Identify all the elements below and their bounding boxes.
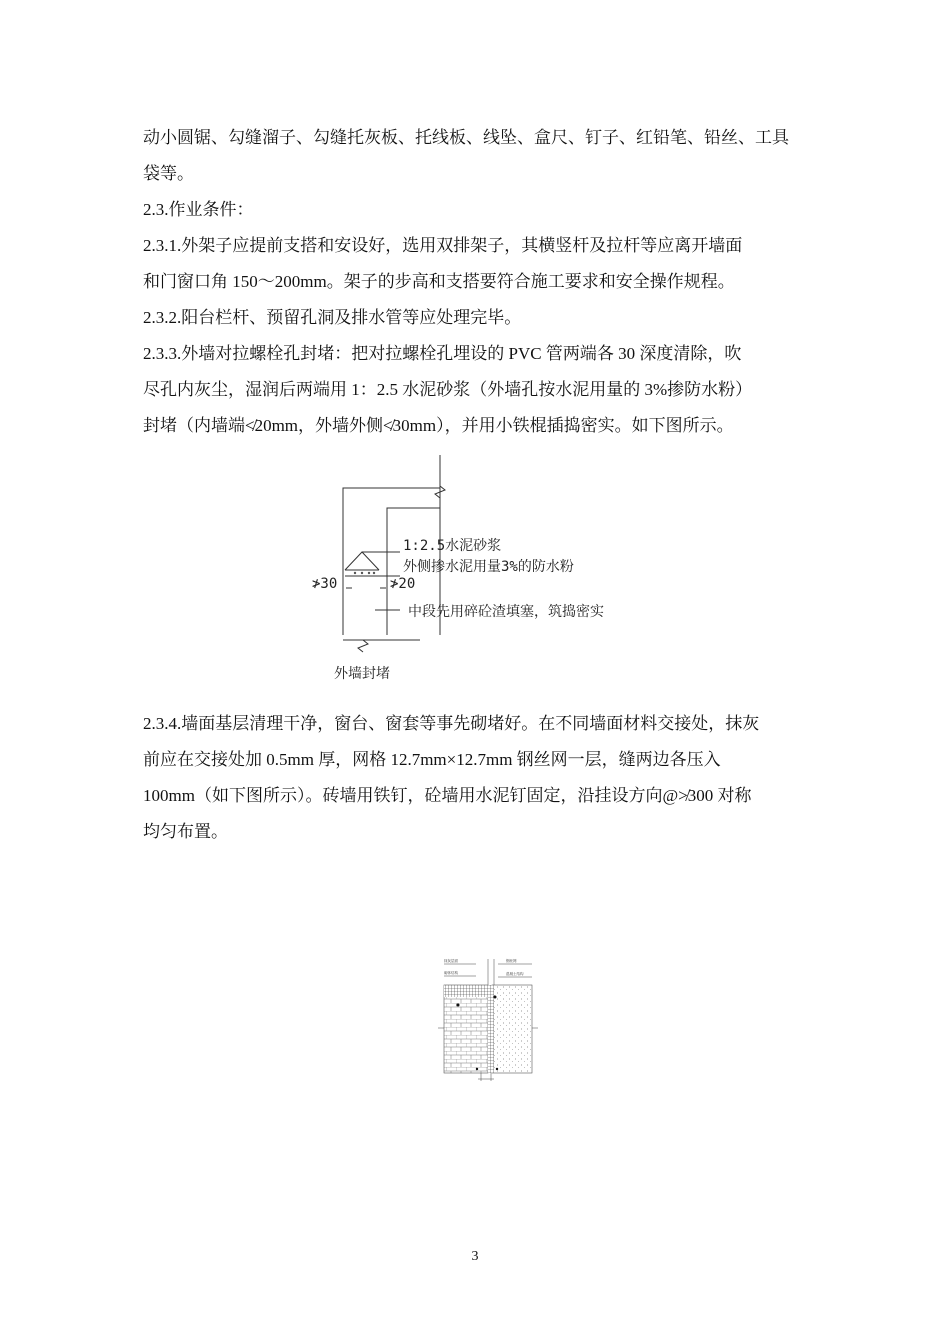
paragraph-line: 袋等。 — [143, 164, 194, 183]
label-middle-fill: 中段先用碎砼渣填塞，筑捣密实 — [408, 604, 604, 620]
paragraph-line: 尽孔内灰尘，湿润后两端用 1：2.5 水泥砂浆（外墙孔按水泥用量的 3%掺防水粉） — [143, 380, 753, 399]
paragraph-line: 和门窗口角 150～200mm。架子的步高和支搭要符合施工要求和安全操作规程。 — [143, 272, 735, 291]
paragraph-line: 2.3.2.阳台栏杆、预留孔洞及排水管等应处理完毕。 — [143, 308, 522, 327]
paragraph-line: 动小圆锯、勾缝溜子、勾缝托灰板、托线板、线坠、盒尺、钉子、红铅笔、铅丝、工具 — [143, 128, 789, 147]
paragraph-line: 封堵（内墙端≮20mm，外墙外侧≮30mm），并用小铁棍插捣密实。如下图所示。 — [143, 416, 734, 435]
fig2-label-plaster: 抹灰层面 — [444, 959, 458, 963]
paragraph-line: 前应在交接处加 0.5mm 厚，网格 12.7mm×12.7mm 钢丝网一层，缝两边各压入 — [143, 750, 721, 769]
fig2-label-mesh: 钢丝网 — [506, 959, 517, 963]
paragraph-line: 2.3.4.墙面基层清理干净，窗台、窗套等事先砌堵好。在不同墙面材料交接处，抹灰 — [143, 714, 760, 733]
section-heading: 2.3.作业条件： — [143, 200, 254, 219]
figure-caption: 外墙封堵 — [334, 666, 390, 682]
figure-wire-mesh-junction — [436, 955, 548, 1085]
label-inner-depth: ≯20 — [390, 576, 416, 592]
paragraph-line: 100mm（如下图所示）。砖墙用铁钉，砼墙用水泥钉固定，沿挂设方向@≯300 对称 — [143, 786, 752, 805]
paragraph-line: 2.3.1.外架子应提前支搭和安设好，选用双排架子，其横竖杆及拉杆等应离开墙面 — [143, 236, 743, 255]
paragraph-line: 2.3.3.外墙对拉螺栓孔封堵：把对拉螺栓孔埋设的 PVC 管两端各 30 深度清除，吹 — [143, 344, 742, 363]
fig2-label-concrete: 混凝土结构 — [506, 972, 524, 976]
label-outer-depth: ≯30 — [312, 576, 338, 592]
fig2-label-masonry: 砌体结构 — [444, 971, 458, 975]
figure-bolt-hole-sealing — [300, 450, 660, 690]
label-waterproof: 外侧掺水泥用量3%的防水粉 — [403, 559, 574, 575]
label-mortar: 1:2.5水泥砂浆 — [403, 538, 502, 554]
paragraph-line: 均匀布置。 — [143, 822, 228, 841]
page-number: 3 — [471, 1249, 479, 1264]
